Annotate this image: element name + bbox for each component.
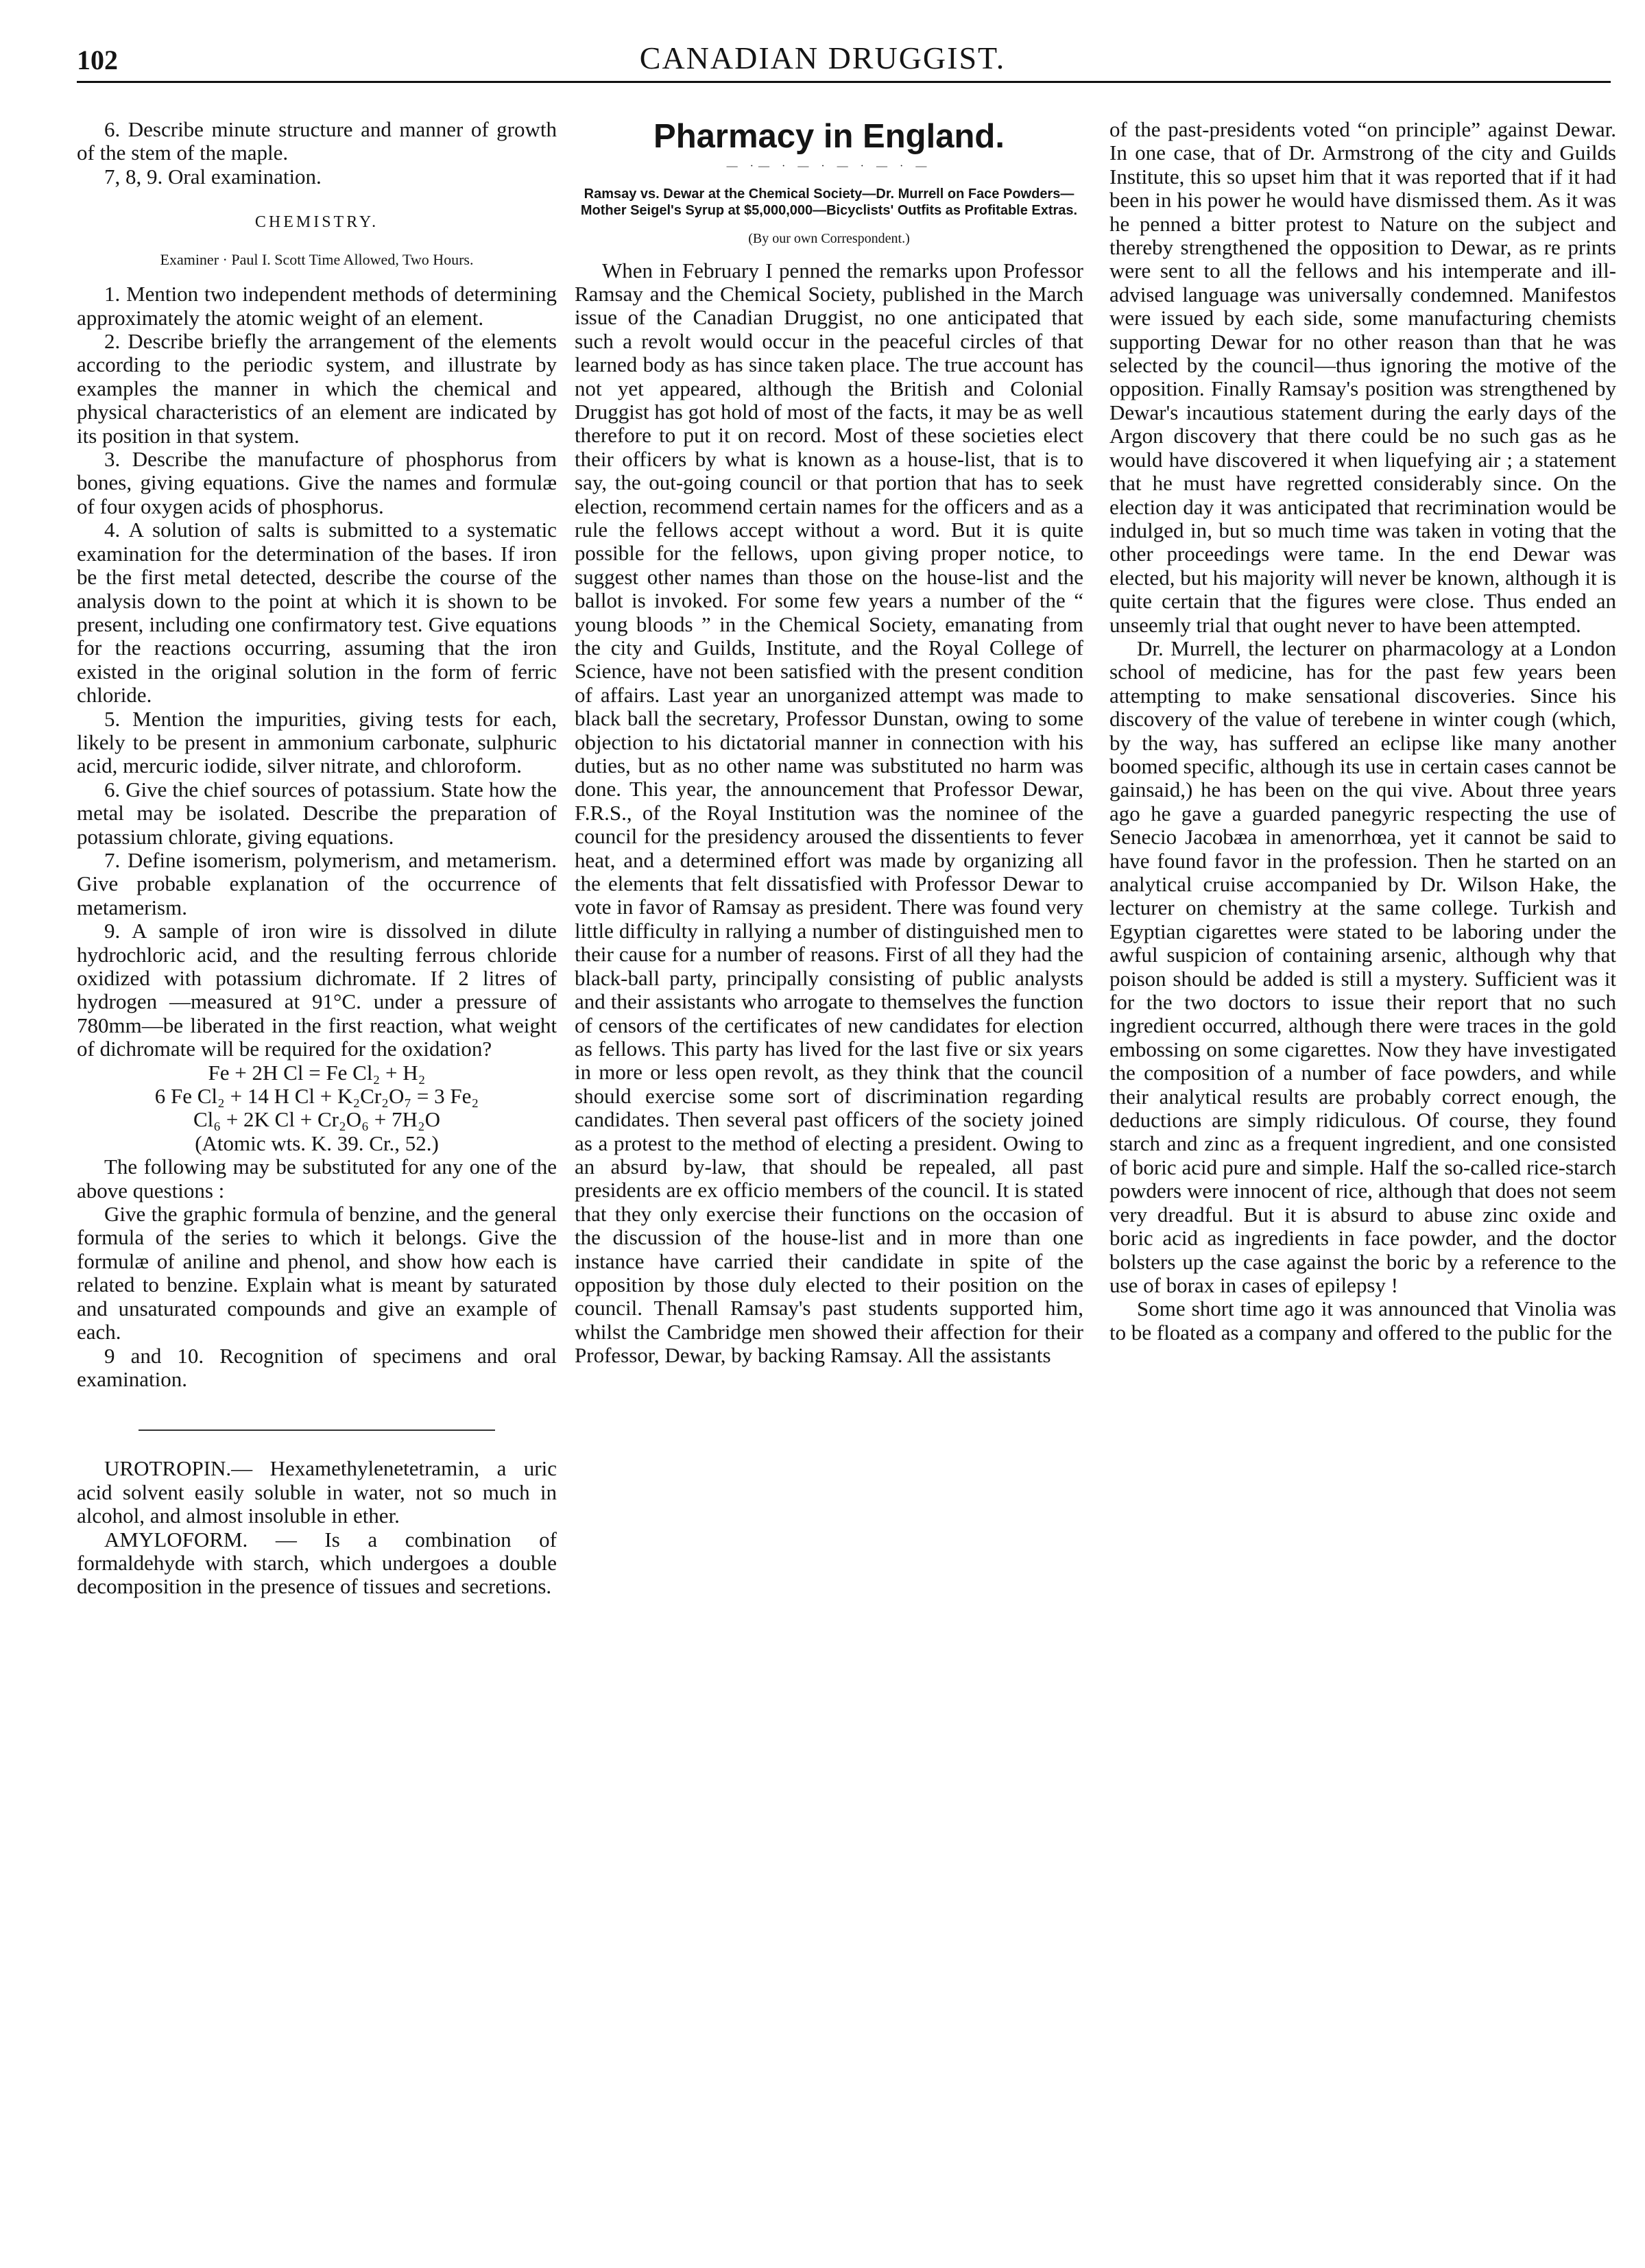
exam-question: 9 and 10. Recognition of specimens and oral examination. (77, 1343, 557, 1391)
examiner-line: Examiner · Paul I. Scott Time Allowed, Two Hours. (160, 250, 474, 268)
exam-question: 6. Describe minute structure and manner of growth of the stem of the maple. (77, 117, 557, 165)
substitution-note: The following may be substituted for any one of the above questions : (77, 1155, 557, 1203)
exam-question: 7. Define isomerism, polymerism, and metamerism. Give probable explanation of the occurrence of metamerism. (77, 847, 557, 919)
exam-question: 5. Mention the impurities, giving tests for each, likely to be present in ammonium carbonate, sulphuric acid, mercuric iodide, silver nitrate, and chloroform. (77, 706, 557, 778)
equation-line: 6 Fe Cl₂ + 14 H Cl + K₂Cr₂O₇ = 3 Fe₂ (154, 1084, 479, 1109)
article-credit: (By our own Correspondent.) (748, 231, 910, 247)
article-paragraph: Some short time ago it was announced that Vinolia was to be floated as a company and offered to the public for the (1109, 1296, 1616, 1344)
column-right (1109, 118, 1616, 1344)
note-amyloform: AMYLOFORM. — Is a combination of formaldehyde with starch, which undergoes a double decomposition in the presence of tissues and secretions. (77, 1527, 557, 1599)
header-rule (77, 81, 1611, 83)
article-paragraph: Dr. Murrell, the lecturer on pharmacology at a London school of medicine, has for the past few years been attempting to make sensational discoveries. Since his discovery of the value of terebene in winter cough (which, by the way, has suffered an eclipse like many another boomed specific, although its use in certain cases cannot be gainsaid,) he has been on the qui vive. About three years ago he gave a guarded panegyric respecting the use of Senecio Jacobæa in amenorrhœa, yet it cannot be said to have found favor in the profession. Then he started on an analytical cruise accompanied by Dr. Wilson Hake, the lecturer on chemistry at the same college. Turkish and Egyptian cigarettes were stated to be laboring under the awful suspicion of containing arsenic, although why that poison should be added is still a mystery. Sufficient was it for the two doctors to issue their report that no such ingredient occurred, although there were traces in the gold embossing on some cigarettes. Now they have investigated the composition of a number of face powders, and while their analytical results are probably correct enough, the deductions are simply ridiculous. Of course, they found starch and zinc as a frequent ingredient, and one consisted of boric acid pure and simple. Half the so-called rice-starch powders were innocent of rice, although that does not seem very dreadful. But it is absurd to abuse zinc oxide and boric acid as ingredients in face powder, and the doctor bolsters up the case against the boric by a reference to the use of borax in cases of epilepsy ! (1109, 636, 1616, 1297)
article-paragraph: When in February I penned the remarks upon Professor Ramsay and the Chemical Society, published in the March issue of the Canadian Druggist, no one anticipated that such a revolt would occur in the peaceful circles of that learned body as has since taken place. The true account has not yet appeared, although the British and Colonial Druggist has got hold of most of the facts, it may be as well therefore to put it on record. Most of these societies elect their officers by what is known as a house-list, that is to say, the out-going council or that portion that has to seek election, recommend certain names for the officers and as a rule the fellows accept without a word. But it is quite possible for the fellows, upon giving proper notice, to suggest other names than those on the house-list and the ballot is invoked. For some few years a number of the “ young bloods ” in the Chemical Society, emanating from the city and Guilds, Institute, and the Royal College of Science, have not been satisfied with the present condition of affairs. Last year an unorganized attempt was made to black ball the secretary, Professor Dunstan, owing to some objection to his dictatorial manner in connection with his duties, but as no other name was substituted no harm was done. This year, the announcement that Professor Dewar, F.R.S., of the Royal Institution was the nominee of the council for the presidency aroused the dissentients to fever heat, and a determined effort was made by organizing all the elements that felt dissatisfied with Professor Dewar to vote in favor of Ramsay as president. There was found very little difficulty in rallying a number of distinguished men to their cause for a number of reasons. First of all they had the black-ball party, principally consisting of public analysts and their assistants who arrogate to themselves the function of censors of the certificates of new candidates for election as fellows. This party has lived for the last five or six years in more or less open revolt, as they think that the council should exercise some sort of discrimination regarding candidates. Then several past officers of the society joined as a protest to the method of electing a president. Owing to an absurd by-law, that should be repealed, all past presidents are ex officio members of the council. It is stated that they only exercise their functions on the occasion of the discussion of the house-list and in more than one instance have carried their candidate in spite of the opposition by those duly elected to their position on the council. Thenall Ramsay's past students supported him, whilst the Cambridge men showed their affection for their Professor, Dewar, by backing Ramsay. All the assistants (575, 258, 1083, 1368)
article-headline: Pharmacy in England. (653, 118, 1005, 155)
exam-question: 1. Mention two independent methods of determining approximately the atomic weight of an element. (77, 282, 557, 330)
chemical-equations (77, 1061, 557, 1156)
headline-rule: — ·— · — · — · — · — (726, 160, 932, 173)
exam-question: 2. Describe briefly the arrangement of the elements according to the periodic system, and illustrate by examples the manner in which the chemical and physical characteristics of an element are indicated by its position in that system. (77, 329, 557, 448)
page-number: 102 (77, 45, 118, 75)
exam-question: 7, 8, 9. Oral examination. (104, 164, 322, 189)
divider (139, 1429, 495, 1431)
equation-line: Cl₆ + 2K Cl + Cr₂O₆ + 7H₂O (193, 1107, 441, 1132)
article-deck: Ramsay vs. Dewar at the Chemical Society—Dr. Murrell on Face Powders—Mother Seigel's Syrup at $5,000,000—Bicyclists' Outfits as Profitable Extras. (580, 186, 1078, 218)
column-middle (575, 118, 1083, 1368)
exam-question: 3. Describe the manufacture of phosphorus from bones, giving equations. Give the names and formulæ of four oxygen acids of phosphorus. (77, 447, 557, 518)
article-paragraph: of the past-presidents voted “on principle” against Dewar. In one case, that of Dr. Armstrong of the city and Guilds Institute, this so upset him that it was reported that if it had been in his power he would have dismissed them. As it was he penned a bitter protest to Nature on the subject and thereby strengthened the opposition to Dewar, as re prints were sent to all the fellows and his intemperate and ill-advised language was universally condemned. Manifestos were issued by each side, some manufacturing chemists supporting Dewar for no other reason than that he was selected by the council—thus ignoring the motive of the opposition. Finally Ramsay's position was strengthened by Dewar's incautious statement during the early days of the Argon discovery that there could be no such gas as he would have discovered it when liquefying air ; a statement that he must have regretted considerably since. On the election day it was anticipated that recrimination would be indulged in, but so much time was taken in voting that the other proceedings were tame. In the end Dewar was elected, but his majority will never be known, although it is quite certain that the figures were close. Thus ended an unseemly trial that ought never to have been attempted. (1109, 117, 1616, 637)
section-title: CHEMISTRY. (254, 213, 379, 232)
column-left (77, 118, 557, 1599)
exam-question: 4. A solution of salts is submitted to a systematic examination for the determination of the bases. If iron be the first metal detected, describe the course of the analysis down to the point at which it is shown to be present, including one confirmatory test. Give equations for the reactions occurring, assuming that the iron existed in the original solution in the form of ferric chloride. (77, 518, 557, 708)
equation-line: Fe + 2H Cl = Fe Cl₂ + H₂ (208, 1060, 426, 1085)
exam-question: Give the graphic formula of benzine, and the general formula of the series to which it belongs. Give the formulæ of aniline and phenol, and show how each is related to benzine. Explain what is meant by saturated and unsaturated compounds and give an example of each. (77, 1202, 557, 1344)
running-head: CANADIAN DRUGGIST. (639, 40, 1006, 75)
note-urotropin: UROTROPIN.— Hexamethylenetetramin, a uric acid solvent easily soluble in water, not so much in alcohol, and almost insoluble in ether. (77, 1456, 557, 1528)
equation-line: (Atomic wts. K. 39. Cr., 52.) (195, 1131, 439, 1155)
exam-question: 9. A sample of iron wire is dissolved in dilute hydrochloric acid, and the resulting ferrous chloride oxidized with potassium dichromate. If 2 litres of hydrogen —measured at 91°C. under a pressure of 780mm—be liberated in the first reaction, what weight of dichromate will be required for the oxidation? (77, 919, 557, 1061)
exam-question: 6. Give the chief sources of potassium. State how the metal may be isolated. Describe the preparation of potassium chlorate, giving equations. (77, 777, 557, 849)
